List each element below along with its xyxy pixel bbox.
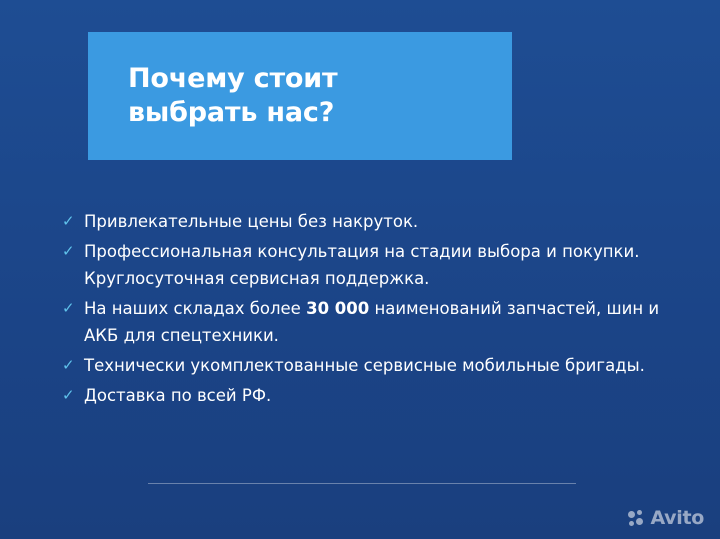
title-line-2: выбрать нас?: [128, 97, 335, 128]
check-icon: ✓: [62, 386, 75, 404]
list-item: [62, 382, 662, 409]
divider: [148, 483, 576, 484]
list-item: [62, 208, 662, 235]
list-item: [62, 238, 662, 292]
bullet-text-5: Доставка по всей РФ.: [84, 386, 272, 405]
title-line-1: Почему стоит: [128, 63, 338, 94]
bullet-text-3: На наших складах более 30 000 наименований запчастей, шин и АКБ для спецтехники.: [84, 299, 660, 345]
check-icon: ✓: [62, 212, 75, 230]
bullet-text-4: Технически укомплектованные сервисные мобильные бригады.: [84, 356, 645, 375]
title-box: [88, 32, 512, 160]
bullet-text-2: Профессиональная консультация на стадии выбора и покупки. Круглосуточная сервисная поддержка.: [84, 242, 640, 288]
list-item: [62, 352, 662, 379]
check-icon: ✓: [62, 299, 75, 317]
list-item: [62, 295, 662, 349]
avito-dots-icon: [628, 510, 645, 527]
bullet-text-1: Привлекательные цены без накруток.: [84, 212, 419, 231]
watermark: [628, 507, 704, 529]
bullet-list: [62, 208, 662, 412]
check-icon: ✓: [62, 356, 75, 374]
check-icon: ✓: [62, 242, 75, 260]
watermark-label: Avito: [650, 507, 704, 529]
